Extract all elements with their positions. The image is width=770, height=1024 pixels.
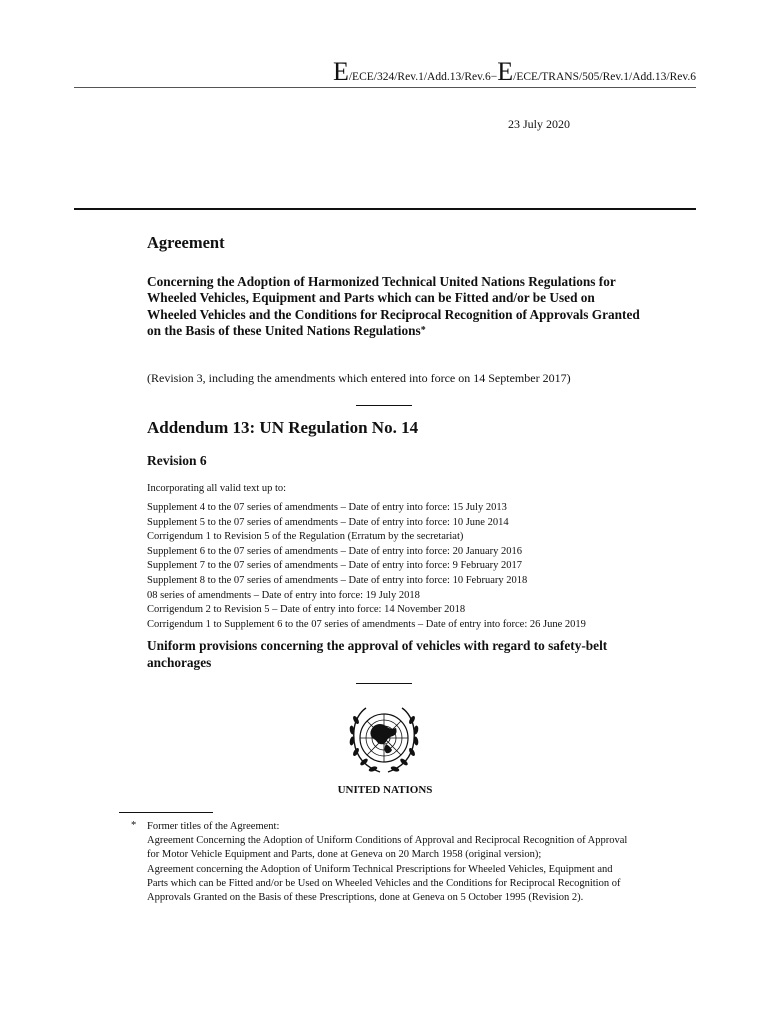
symbol-prefix-1: E [332,57,349,86]
un-emblem-icon [340,700,428,780]
section-divider [356,405,412,406]
revision-title: Revision 6 [147,453,207,468]
supplement-list [147,501,586,632]
incorporating-label: Incorporating all valid text up to: [147,483,287,494]
list-item: Corrigendum 1 to Supplement 6 to the 07 series of amendments – Date of entry into force: 26 June 2019 [147,618,586,630]
footnote-intro: Former titles of the Agreement: [147,821,280,832]
agreement-subtitle [147,274,647,339]
agreement-title: Agreement [147,233,225,252]
footnote-text-1: Agreement Concerning the Adoption of Uniform Conditions of Approval and Reciprocal Recognition of Approval for Motor Vehicle Equipment and Parts, done at Geneva on 20 March 1958 (original version); [147,835,628,861]
symbol-text-1: /ECE/324/Rev.1/Add.13/Rev.6− [348,71,498,83]
list-item: Supplement 8 to the 07 series of amendments – Date of entry into force: 10 February 2018 [147,574,528,586]
document-date: 23 July 2020 [508,117,571,131]
footnote-divider [119,812,213,813]
list-item: Corrigendum 1 to Revision 5 of the Regulation (Erratum by the secretariat) [147,531,464,543]
agreement-subtitle-text: Concerning the Adoption of Harmonized Technical United Nations Regulations for Wheeled Vehicles, Equipment and Parts which can be Fitted and/or be Used on Wheeled Vehicles and the Conditions for Reciprocal Recognition of Approvals Granted on the Basis of these United Nations Regulations [147,274,640,338]
addendum-title: Addendum 13: UN Regulation No. 14 [147,418,419,437]
symbol-prefix-2: E [497,57,514,86]
regulation-subject-title: Uniform provisions concerning the approval of vehicles with regard to safety-belt anchorages [147,638,608,670]
header-divider [74,208,696,210]
organization-name: UNITED NATIONS [337,784,433,796]
footnote-mark: * [131,820,137,831]
symbol-text-2: /ECE/TRANS/505/Rev.1/Add.13/Rev.6 [513,71,696,83]
list-item: Supplement 6 to the 07 series of amendments – Date of entry into force: 20 January 2016 [147,545,522,557]
footnote-text-2: Agreement concerning the Adoption of Uniform Technical Prescriptions for Wheeled Vehicles, Equipment and Parts which can be Fitted and/or be Used on Wheeled Vehicles and the Conditions for Reciprocal Recognition of Approvals Granted on the Basis of these Prescriptions, done at Geneva on 5 October 1995 (Revision 2). [147,863,621,904]
list-item: 08 series of amendments – Date of entry into force: 19 July 2018 [147,589,420,601]
document-symbol [74,57,696,88]
footnote [147,820,629,905]
list-item: Corrigendum 2 to Revision 5 – Date of entry into force: 14 November 2018 [147,604,466,616]
list-item: Supplement 5 to the 07 series of amendments – Date of entry into force: 10 June 2014 [147,516,509,528]
list-item: Supplement 7 to the 07 series of amendments – Date of entry into force: 9 February 2017 [147,560,522,572]
revision-note: (Revision 3, including the amendments which entered into force on 14 September 2017) [147,371,571,385]
list-item: Supplement 4 to the 07 series of amendments – Date of entry into force: 15 July 2013 [147,502,507,513]
footnote-reference[interactable]: * [420,324,426,336]
section-divider [356,683,412,684]
